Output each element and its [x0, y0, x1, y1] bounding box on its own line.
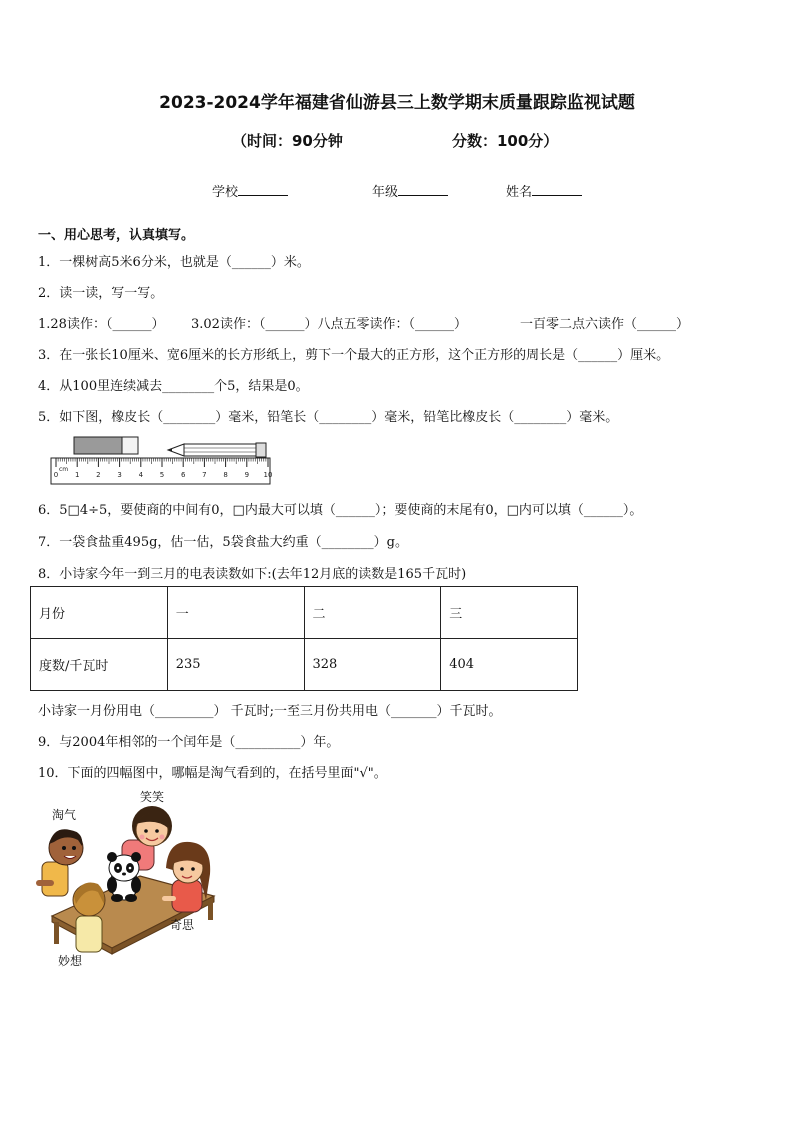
page-title: 2023-2024学年福建省仙游县三上数学期末质量跟踪监视试题 — [159, 93, 635, 113]
exam-score: 分数：100分） — [452, 132, 559, 150]
ruler-tick-label: 9 — [244, 471, 250, 479]
table-cell: 404 — [441, 639, 578, 691]
table-cell: 三 — [441, 587, 578, 639]
girl-miaoxiang-icon — [73, 883, 105, 953]
ruler-tick-label: 4 — [138, 471, 144, 479]
ruler-tick-label: 3 — [117, 471, 122, 479]
ruler-tick-label: 10 — [263, 471, 272, 479]
question-9: 9．与2004年相邻的一个闰年是（__________）年。 — [38, 735, 340, 750]
question-7: 7．一袋食盐重495g，估一估，5袋食盐大约重（________）g。 — [38, 535, 408, 550]
table-cell: 328 — [304, 639, 441, 691]
pencil-icon — [168, 443, 266, 457]
ruler-tick-label: 0 — [53, 471, 59, 479]
ruler-tick-label: 7 — [202, 471, 207, 479]
label-xiaoxiao: 笑笑 — [140, 790, 165, 804]
question-6: 6．5□4÷5，要使商的中间有0，□内最大可以填（______）；要使商的末尾有0，□内可以填（______）。 — [38, 503, 643, 518]
exam-time: （时间：90分钟 — [232, 132, 343, 150]
question-2-part-c: 一百零二点六读作（______） — [520, 317, 690, 332]
table-cell: 一 — [167, 587, 304, 639]
ruler-tick-label: 6 — [180, 471, 186, 479]
question-8: 8．小诗家今年一到三月的电表读数如下:(去年12月底的读数是165千瓦时) — [38, 567, 467, 582]
question-2-part-b: 3.02读作：（______）八点五零读作：（______） — [191, 317, 467, 332]
school-field — [212, 181, 288, 200]
label-taoqi: 淘气 — [52, 808, 77, 822]
grade-field — [372, 181, 448, 200]
label-miaoxiang: 妙想 — [58, 954, 83, 968]
name-field — [506, 181, 582, 200]
question-10: 10．下面的四幅图中，哪幅是淘气看到的，在括号里面"√"。 — [38, 766, 387, 781]
grade-label: 年级 — [372, 185, 399, 200]
ruler-figure — [50, 434, 272, 486]
school-label: 学校 — [212, 185, 239, 200]
label-qisi: 奇思 — [170, 918, 195, 932]
ruler-svg — [50, 434, 272, 486]
question-1: 1．一棵树高5米6分米，也就是（______）米。 — [38, 255, 310, 270]
question-2: 2．读一读，写一写。 — [38, 286, 164, 301]
table-cell: 二 — [304, 587, 441, 639]
grade-blank[interactable] — [398, 183, 448, 196]
question-8-followup: 小诗家一月份用电（_________） 千瓦时;一至三月份共用电（_______）千瓦时。 — [38, 704, 502, 719]
eraser-icon — [74, 437, 138, 454]
ruler-unit-label: cm — [59, 466, 69, 473]
name-blank[interactable] — [532, 183, 582, 196]
table-cell: 月份 — [31, 587, 168, 639]
section-title-1: 一、用心思考，认真填写。 — [38, 228, 195, 243]
ruler-tick-label: 2 — [96, 471, 101, 479]
table-cell: 235 — [167, 639, 304, 691]
school-blank[interactable] — [238, 183, 288, 196]
table-cell: 度数/千瓦时 — [31, 639, 168, 691]
ruler-tick-label: 5 — [159, 471, 165, 479]
table-header-row — [31, 587, 578, 639]
question-3: 3．在一张长10厘米、宽6厘米的长方形纸上，剪下一个最大的正方形，这个正方形的周长是（______）厘米。 — [38, 348, 670, 363]
table-row — [31, 639, 578, 691]
question-2-part-a: 1.28读作：（______） — [38, 317, 165, 332]
question-4: 4．从100里连续减去________个5，结果是0。 — [38, 379, 309, 394]
name-label: 姓名 — [506, 185, 533, 200]
electricity-table — [30, 586, 578, 691]
boy-taoqi-icon — [36, 829, 83, 896]
ruler-tick-label: 1 — [74, 471, 80, 479]
children-illustration — [32, 788, 222, 974]
ruler-tick-label: 8 — [223, 471, 228, 479]
question-5: 5．如下图，橡皮长（________）毫米，铅笔长（________）毫米，铅笔比橡皮长（________）毫米。 — [38, 410, 619, 425]
